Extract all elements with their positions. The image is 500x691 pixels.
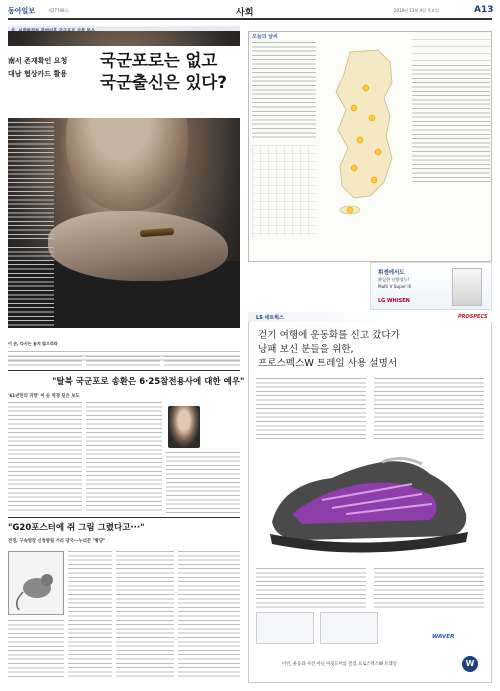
ls-networks-logo: LS 네트웍스 <box>256 315 284 321</box>
g20-body-2 <box>116 551 174 679</box>
header-rule <box>8 18 492 20</box>
lg-ad-lines <box>248 262 366 310</box>
ad-body-1 <box>256 378 366 440</box>
air-conditioner-unit <box>452 268 482 306</box>
temp-row <box>412 40 490 47</box>
lower-body-3 <box>166 452 240 514</box>
side-headline-1: 南서 존재확인 요청 <box>8 56 68 65</box>
divider-2 <box>8 517 240 518</box>
temperature-table <box>412 33 490 185</box>
main-headline-1: 국군포로는 없고 <box>100 51 218 70</box>
photo-caption <box>8 330 240 352</box>
ad-headline-3: 프로스펙스W 트레일 사용 설명서 <box>258 358 398 369</box>
rat-drawing-icon <box>9 552 65 616</box>
prospecs-logo: PROSPECS <box>458 314 488 320</box>
issue-number: 제27798호 <box>48 8 69 13</box>
newspaper-logo: 동아일보 <box>8 7 36 15</box>
temp-row <box>412 33 490 40</box>
ad-headline-1: 걷기 여행에 운동화를 신고 갔다가 <box>258 330 400 341</box>
waver-product-name: WAVER <box>432 634 455 640</box>
ad-body-3 <box>256 568 366 608</box>
lower-body-1 <box>8 402 82 514</box>
ad-top-band <box>248 312 492 322</box>
g20-body-3 <box>178 551 240 679</box>
weather-text <box>252 42 316 140</box>
side-headline-2: 대남 협상카드 활용 <box>8 69 67 78</box>
lg-ad-line1: 휘센에서도 <box>378 270 405 276</box>
ad-footer-text: 이런, 운동화 사진 아닌 아웃도어를 걸었 프로스펙스W 트레일 <box>282 662 397 667</box>
author-portrait <box>168 406 200 448</box>
ad-headline <box>258 329 400 371</box>
photo-hand <box>48 211 228 281</box>
shoe-detail-inset-1 <box>256 612 314 644</box>
article-body-col2 <box>8 356 82 366</box>
lg-ad-line2: 확실한 난방성능! <box>378 277 410 282</box>
article-body-col3 <box>86 356 160 366</box>
page-number: A13 <box>474 5 494 15</box>
prospecs-w-logo: W <box>462 656 478 672</box>
lower-headline: "탈북 국군포로 송환은 6·25참전용사에 대한 예우" <box>52 377 245 387</box>
g20-headline: "G20포스터에 쥐 그림 그렸다고···" <box>8 523 145 533</box>
ad-body-2 <box>374 378 484 440</box>
trail-shoe-image <box>262 444 474 564</box>
side-headline <box>8 54 67 80</box>
main-headline <box>100 50 227 94</box>
temp-row <box>412 47 490 54</box>
article-body-col1 <box>8 122 54 242</box>
korea-weather-map <box>320 48 408 218</box>
caption-head: 이 손, 다시는 놓지 않으리라 <box>8 341 58 346</box>
weather-title: 오늘의 날씨 <box>252 34 278 40</box>
ad-headline-2: 낭패 보신 분들을 위한, <box>258 344 354 355</box>
issue-date: 2010년 11월 4일 목요일 <box>394 8 439 13</box>
lower-subhead: '61년만의 귀향' 이 순 역경 딛은 보도 <box>8 394 80 399</box>
lower-body-2 <box>86 402 162 514</box>
section-title: 사회 <box>236 8 254 18</box>
divider-1 <box>8 370 240 371</box>
temp-detail <box>412 65 490 185</box>
main-headline-2: 국군출신은 있다? <box>100 73 227 92</box>
weather-chart <box>252 145 316 237</box>
lg-logo: LG WHISEN <box>378 298 410 304</box>
lg-ad-line3: Multi V Super III <box>378 284 412 289</box>
g20-body-1 <box>68 551 112 679</box>
shoe-detail-inset-2 <box>320 612 378 644</box>
g20-subhead: 전경, 구속영장 신청방침 거리 당국···누리꾼 "황당" <box>8 539 106 544</box>
temp-row <box>412 54 490 61</box>
g20-cartoon <box>8 551 64 615</box>
article-body-col4 <box>164 356 240 366</box>
g20-body-0 <box>8 620 64 679</box>
ad-body-4 <box>374 568 484 608</box>
article-body-col1b <box>8 247 54 327</box>
